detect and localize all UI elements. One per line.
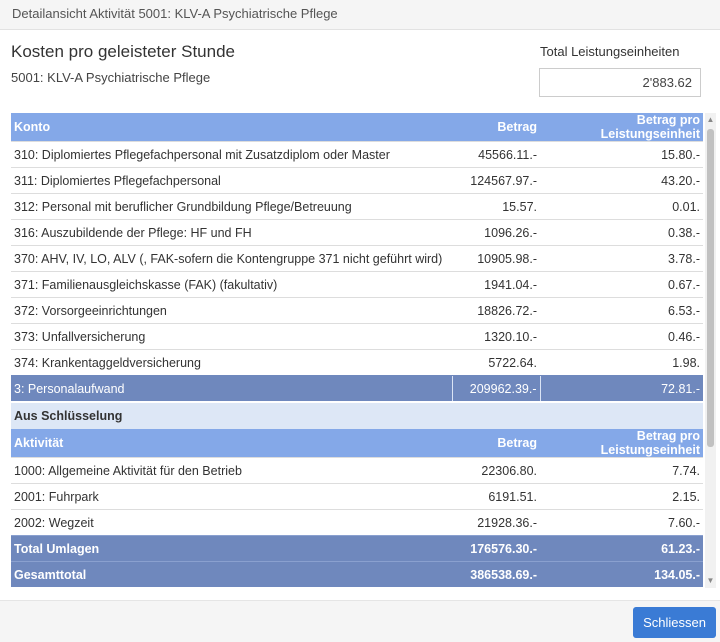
total-row bbox=[11, 562, 703, 588]
pro-einheit-cell: 43.20.- bbox=[540, 168, 703, 194]
cost-table-area[interactable] bbox=[11, 113, 703, 588]
betrag-cell: 45566.11.- bbox=[452, 142, 540, 168]
dialog-titlebar bbox=[0, 0, 720, 30]
column-header-konto[interactable]: Konto bbox=[11, 113, 452, 142]
close-button[interactable]: Schliessen bbox=[633, 607, 716, 638]
pro-einheit-cell: 7.74. bbox=[540, 458, 703, 484]
betrag-cell: 18826.72.- bbox=[452, 298, 540, 324]
account-rows bbox=[11, 142, 703, 376]
konto-cell: 311: Diplomiertes Pflegefachpersonal bbox=[11, 168, 452, 194]
scrollbar-thumb[interactable] bbox=[707, 129, 714, 447]
betrag-cell: 10905.98.- bbox=[452, 246, 540, 272]
table-row[interactable] bbox=[11, 142, 703, 168]
betrag-cell: 1320.10.- bbox=[452, 324, 540, 350]
pro-einheit-cell: 0.67.- bbox=[540, 272, 703, 298]
total-units-label: Total Leistungseinheiten bbox=[540, 44, 680, 59]
column-header-betrag[interactable]: Betrag bbox=[452, 113, 540, 142]
total-units-field[interactable] bbox=[539, 68, 701, 97]
table-row[interactable] bbox=[11, 324, 703, 350]
konto-cell: 370: AHV, IV, LO, ALV (, FAK-sofern die Kontengruppe 371 nicht geführt wird) bbox=[11, 246, 452, 272]
aktivitaet-cell: 1000: Allgemeine Aktivität für den Betrieb bbox=[11, 458, 452, 484]
konto-cell: 373: Unfallversicherung bbox=[11, 324, 452, 350]
scroll-down-arrow-icon[interactable]: ▼ bbox=[706, 576, 715, 585]
konto-cell: 316: Auszubildende der Pflege: HF und FH bbox=[11, 220, 452, 246]
total-pro-einheit: 61.23.- bbox=[540, 536, 703, 562]
betrag-cell: 15.57. bbox=[452, 194, 540, 220]
table-row[interactable] bbox=[11, 246, 703, 272]
pro-einheit-cell: 6.53.- bbox=[540, 298, 703, 324]
pro-einheit-cell: 2.15. bbox=[540, 484, 703, 510]
table-row[interactable] bbox=[11, 168, 703, 194]
aktivitaet-cell: 2002: Wegzeit bbox=[11, 510, 452, 536]
betrag-cell: 1096.26.- bbox=[452, 220, 540, 246]
subtotal-row bbox=[11, 376, 703, 403]
dialog-footer bbox=[0, 600, 720, 642]
total-label: Gesamttotal bbox=[11, 562, 452, 588]
betrag-cell: 1941.04.- bbox=[452, 272, 540, 298]
table-row[interactable] bbox=[11, 194, 703, 220]
table-row[interactable] bbox=[11, 298, 703, 324]
betrag-cell: 22306.80. bbox=[452, 458, 540, 484]
table-row[interactable] bbox=[11, 510, 703, 536]
table-row[interactable] bbox=[11, 484, 703, 510]
subtotal-betrag: 209962.39.- bbox=[452, 376, 540, 403]
table-row[interactable] bbox=[11, 220, 703, 246]
betrag-cell: 5722.64. bbox=[452, 350, 540, 376]
column-header-aktivitaet[interactable]: Aktivität bbox=[11, 429, 452, 458]
scrollbar[interactable] bbox=[705, 113, 716, 588]
total-betrag: 176576.30.- bbox=[452, 536, 540, 562]
total-rows bbox=[11, 536, 703, 588]
total-label: Total Umlagen bbox=[11, 536, 452, 562]
table-row[interactable] bbox=[11, 272, 703, 298]
pro-einheit-cell: 0.38.- bbox=[540, 220, 703, 246]
subtotal-group bbox=[11, 376, 703, 458]
konto-cell: 312: Personal mit beruflicher Grundbildung Pflege/Betreuung bbox=[11, 194, 452, 220]
cost-table bbox=[11, 113, 703, 587]
pro-einheit-cell: 1.98. bbox=[540, 350, 703, 376]
page-title: Kosten pro geleisteter Stunde bbox=[11, 42, 235, 61]
betrag-cell: 6191.51. bbox=[452, 484, 540, 510]
betrag-cell: 124567.97.- bbox=[452, 168, 540, 194]
pro-einheit-cell: 3.78.- bbox=[540, 246, 703, 272]
konto-cell: 372: Vorsorgeeinrichtungen bbox=[11, 298, 452, 324]
konto-cell: 374: Krankentaggeldversicherung bbox=[11, 350, 452, 376]
column-header-betrag-pro-einheit[interactable]: Betrag pro Leistungseinheit bbox=[540, 113, 703, 142]
pro-einheit-cell: 7.60.- bbox=[540, 510, 703, 536]
subtotal-label: 3: Personalaufwand bbox=[11, 376, 452, 403]
section-title: Aus Schlüsselung bbox=[11, 402, 703, 429]
aktivitaet-cell: 2001: Fuhrpark bbox=[11, 484, 452, 510]
table-row[interactable] bbox=[11, 350, 703, 376]
pro-einheit-cell: 0.01. bbox=[540, 194, 703, 220]
total-betrag: 386538.69.- bbox=[452, 562, 540, 588]
pro-einheit-cell: 0.46.- bbox=[540, 324, 703, 350]
konto-cell: 310: Diplomiertes Pflegefachpersonal mit Zusatzdiplom oder Master bbox=[11, 142, 452, 168]
activity-subtitle: 5001: KLV-A Psychiatrische Pflege bbox=[11, 70, 211, 85]
table-header-row bbox=[11, 113, 703, 142]
scroll-up-arrow-icon[interactable]: ▲ bbox=[706, 115, 715, 124]
table-row[interactable] bbox=[11, 458, 703, 484]
activity-rows bbox=[11, 458, 703, 536]
total-row bbox=[11, 536, 703, 562]
column-header-betrag-pro-einheit-2[interactable]: Betrag pro Leistungseinheit bbox=[540, 429, 703, 458]
subtotal-pro-einheit: 72.81.- bbox=[540, 376, 703, 403]
konto-cell: 371: Familienausgleichskasse (FAK) (fakultativ) bbox=[11, 272, 452, 298]
betrag-cell: 21928.36.- bbox=[452, 510, 540, 536]
column-header-betrag-2[interactable]: Betrag bbox=[452, 429, 540, 458]
total-pro-einheit: 134.05.- bbox=[540, 562, 703, 588]
pro-einheit-cell: 15.80.- bbox=[540, 142, 703, 168]
section-row bbox=[11, 402, 703, 429]
table2-header-row bbox=[11, 429, 703, 458]
dialog-title: Detailansicht Aktivität 5001: KLV-A Psychiatrische Pflege bbox=[12, 6, 338, 21]
